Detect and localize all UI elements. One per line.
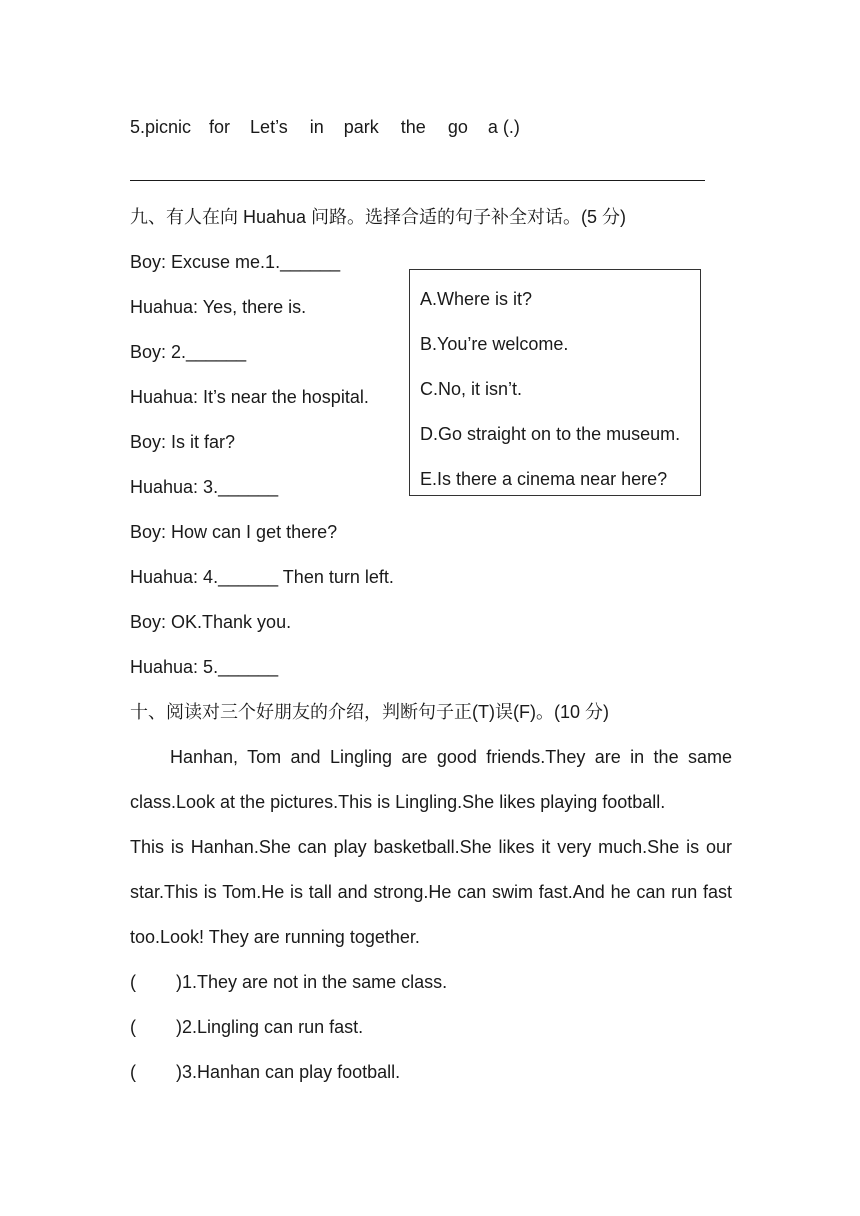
option-d: D.Go straight on to the museum. bbox=[420, 424, 681, 444]
option-e: E.Is there a cinema near here? bbox=[420, 469, 668, 489]
dialogue-line: Huahua: 5.______ bbox=[130, 657, 279, 677]
scramble-word: for bbox=[209, 117, 231, 137]
options-box bbox=[409, 269, 701, 496]
statement-text: )2.Lingling can run fast. bbox=[176, 1017, 364, 1037]
true-false-item bbox=[130, 970, 447, 994]
scramble-word: park bbox=[343, 117, 379, 137]
scramble-word: go bbox=[447, 117, 468, 137]
dialogue-line: Huahua: 3.______ bbox=[130, 477, 279, 497]
answer-blank[interactable]: ( bbox=[130, 1017, 136, 1037]
section-9-title: 九、有人在向 Huahua 问路。选择合适的句子补全对话。(5 分) bbox=[130, 207, 627, 227]
answer-blank[interactable]: ( bbox=[130, 972, 136, 992]
dialogue-line: Boy: 2.______ bbox=[130, 342, 247, 362]
passage-line: class.Look at the pictures.This is Lingling.She likes playing football. bbox=[130, 792, 666, 812]
statement-text: )3.Hanhan can play football. bbox=[176, 1062, 401, 1082]
answer-blank[interactable]: ( bbox=[130, 1062, 136, 1082]
scramble-word: a (.) bbox=[487, 117, 520, 137]
passage-line: Hanhan, Tom and Lingling are good friends.They are in the same bbox=[170, 747, 732, 767]
true-false-item bbox=[130, 1060, 400, 1084]
scramble-question-5 bbox=[130, 115, 520, 139]
passage-line: too.Look! They are running together. bbox=[130, 927, 420, 947]
statement-text: )1.They are not in the same class. bbox=[176, 972, 448, 992]
dialogue-line: Boy: Excuse me.1.______ bbox=[130, 252, 341, 272]
dialogue-line: Boy: Is it far? bbox=[130, 432, 236, 452]
dialogue-line: Boy: OK.Thank you. bbox=[130, 612, 292, 632]
dialogue-line: Huahua: It’s near the hospital. bbox=[130, 387, 369, 407]
option-c: C.No, it isn’t. bbox=[420, 379, 523, 399]
passage-line: star.This is Tom.He is tall and strong.He can swim fast.And he can run fast bbox=[130, 882, 732, 902]
dialogue-line: Huahua: 4.______ Then turn left. bbox=[130, 567, 394, 587]
scramble-word: Let’s bbox=[250, 117, 288, 137]
option-a: A.Where is it? bbox=[420, 289, 533, 309]
scramble-word: 5.picnic bbox=[130, 117, 192, 137]
scramble-word: the bbox=[400, 117, 426, 137]
true-false-item bbox=[130, 1015, 363, 1039]
option-b: B.You’re welcome. bbox=[420, 334, 569, 354]
passage-line: This is Hanhan.She can play basketball.She likes it very much.She is our bbox=[130, 837, 732, 857]
dialogue-line: Huahua: Yes, there is. bbox=[130, 297, 307, 317]
dialogue-line: Boy: How can I get there? bbox=[130, 522, 338, 542]
answer-line bbox=[130, 180, 705, 181]
scramble-word: in bbox=[309, 117, 324, 137]
section-10-title: 十、阅读对三个好朋友的介绍，判断句子正(T)误(F)。(10 分) bbox=[130, 702, 609, 722]
